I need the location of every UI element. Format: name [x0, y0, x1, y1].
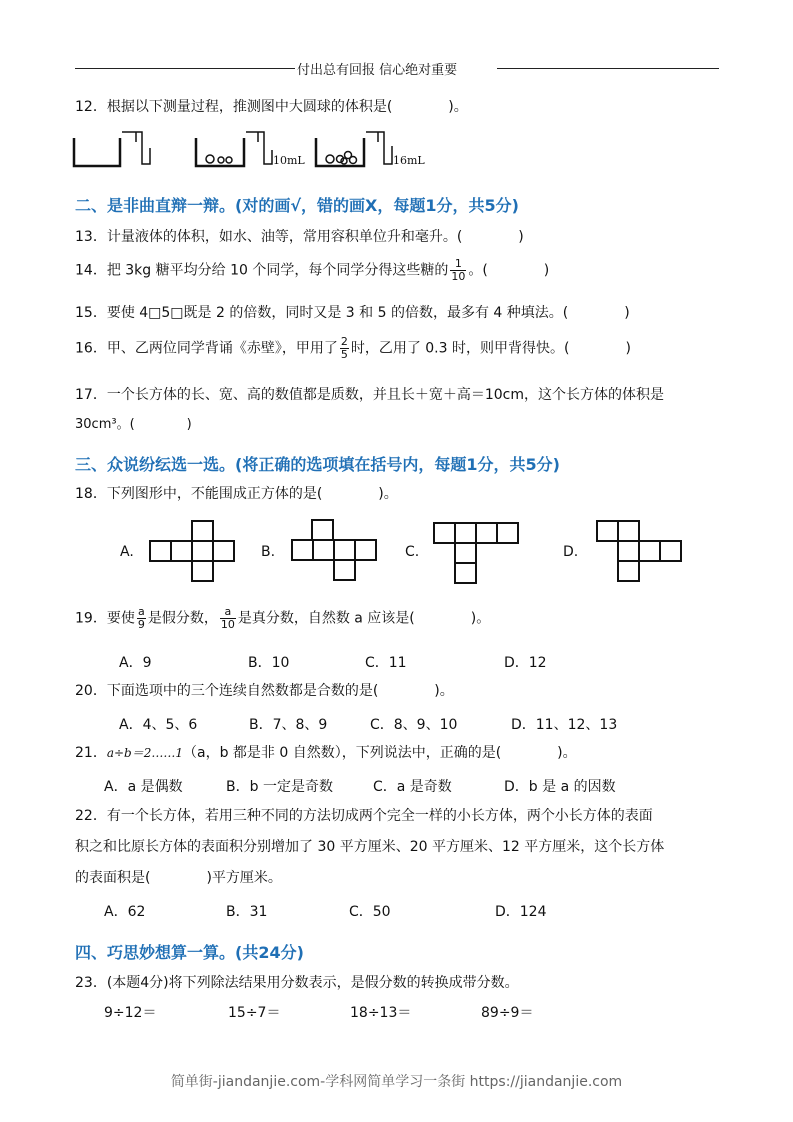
section-4-title: 四、巧思妙想算一算。(共24分)	[75, 943, 304, 962]
q19-text-pre: 19．要使	[75, 610, 135, 627]
q14-frac-num: 1	[450, 258, 466, 271]
q21-formula: a÷b＝2……1	[106, 746, 183, 760]
q23-item-4: 89÷9＝	[481, 1005, 534, 1021]
q12-measurement-figure	[72, 128, 442, 170]
q19-option-b: B．10	[248, 655, 290, 671]
q19-option-c: C．11	[365, 655, 407, 671]
q22-option-d: D．124	[495, 904, 547, 920]
q16-frac-den: 5	[340, 348, 348, 361]
question-18: 18．下列图形中，不能围成正方体的是( )。	[75, 486, 398, 502]
header-rule-right	[497, 68, 719, 69]
q19-text-post: 是真分数，自然数 a 应该是( )。	[237, 610, 491, 627]
q16-text-post: 时，乙用了 0.3 时，则甲背得快。( )	[350, 340, 631, 357]
q18-option-c-label: C.	[405, 544, 420, 560]
q19-fraction-1	[137, 606, 146, 631]
q12-label-16ml: 16mL	[393, 154, 425, 167]
q16-text-pre: 16．甲、乙两位同学背诵《赤壁》，甲用了	[75, 340, 338, 357]
q14-text-post: 。( )	[468, 262, 550, 279]
q20-option-a: A．4、5、6	[119, 717, 198, 733]
q19-text-mid: 是假分数，	[147, 610, 218, 627]
q14-text-pre: 14．把 3kg 糖平均分给 10 个同学，每个同学分得这些糖的	[75, 262, 449, 279]
q23-item-1: 9÷12＝	[104, 1005, 157, 1021]
q14-fraction	[450, 258, 466, 283]
q12-label-10ml: 10mL	[273, 154, 305, 167]
q20-option-b: B．7、8、9	[249, 717, 328, 733]
question-15: 15．要使 4□5□既是 2 的倍数，同时又是 3 和 5 的倍数，最多有 4 种填法。( )	[75, 305, 630, 321]
q16-fraction	[340, 336, 349, 361]
q21-option-d: D．b 是 a 的因数	[504, 779, 616, 795]
q19-option-a: A．9	[119, 655, 152, 671]
question-22-line3: 的表面积是( )平方厘米。	[75, 870, 282, 886]
q19-frac1-den: 9	[137, 618, 145, 631]
question-22-line2: 积之和比原长方体的表面积分别增加了 30 平方厘米、20 平方厘米、12 平方厘米，这个长方体	[75, 839, 665, 855]
q14-frac-den: 10	[451, 270, 466, 283]
q20-option-d: D．11、12、13	[511, 717, 618, 733]
page-footer: 简单街-jiandanjie.com-学科网简单学习一条街 https://jiandanjie.com	[170, 1074, 623, 1090]
question-13: 13．计量液体的体积，如水、油等，常用容积单位升和毫升。( )	[75, 229, 524, 245]
q23-item-2: 15÷7＝	[228, 1005, 281, 1021]
q22-option-b: B．31	[226, 904, 268, 920]
q20-option-c: C．8、9、10	[370, 717, 458, 733]
q18-option-a-label: A.	[120, 544, 134, 560]
q21-text: （a，b 都是非 0 自然数），下列说法中，正确的是( )。	[183, 745, 577, 761]
question-16	[75, 336, 631, 361]
question-19	[75, 606, 490, 631]
header-rule-left	[75, 68, 295, 69]
question-12: 12．根据以下测量过程，推测图中大圆球的体积是( )。	[75, 99, 468, 115]
q23-item-3: 18÷13＝	[350, 1005, 412, 1021]
q18-option-d-label: D.	[563, 544, 579, 560]
q18-net-c	[432, 521, 522, 587]
q18-net-a	[148, 518, 240, 584]
q21-option-b: B．b 一定是奇数	[226, 779, 333, 795]
q22-option-a: A．62	[104, 904, 146, 920]
q18-net-d	[595, 519, 691, 587]
question-17-line2: 30cm³。( )	[75, 417, 192, 432]
q19-option-d: D．12	[504, 655, 547, 671]
q21-option-c: C．a 是奇数	[373, 779, 452, 795]
q22-option-c: C．50	[349, 904, 391, 920]
q19-fraction-2	[220, 606, 236, 631]
q21-option-a: A．a 是偶数	[104, 779, 183, 795]
question-17-line1: 17．一个长方体的长、宽、高的数值都是质数，并且长＋宽＋高＝10cm，这个长方体的体积是	[75, 387, 664, 403]
q21-number: 21．	[75, 745, 107, 761]
question-14	[75, 258, 549, 283]
question-23: 23．(本题4分)将下列除法结果用分数表示，是假分数的转换成带分数。	[75, 975, 519, 991]
q18-option-b-label: B.	[261, 544, 276, 560]
section-2-title: 二、是非曲直辩一辩。(对的画√，错的画X，每题1分，共5分)	[75, 196, 519, 215]
header-motto: 付出总有回报 信心绝对重要	[297, 63, 458, 78]
question-21	[75, 744, 577, 762]
q19-frac2-den: 10	[220, 618, 235, 631]
q19-frac2-num: a	[220, 606, 236, 619]
question-22-line1: 22．有一个长方体，若用三种不同的方法切成两个完全一样的小长方体，两个小长方体的表面	[75, 808, 653, 824]
q19-frac1-num: a	[137, 605, 145, 618]
q18-net-b	[290, 517, 380, 583]
question-20: 20．下面选项中的三个连续自然数都是合数的是( )。	[75, 683, 454, 699]
section-3-title: 三、众说纷纭选一选。(将正确的选项填在括号内，每题1分，共5分)	[75, 455, 560, 474]
q16-frac-num: 2	[340, 335, 348, 348]
